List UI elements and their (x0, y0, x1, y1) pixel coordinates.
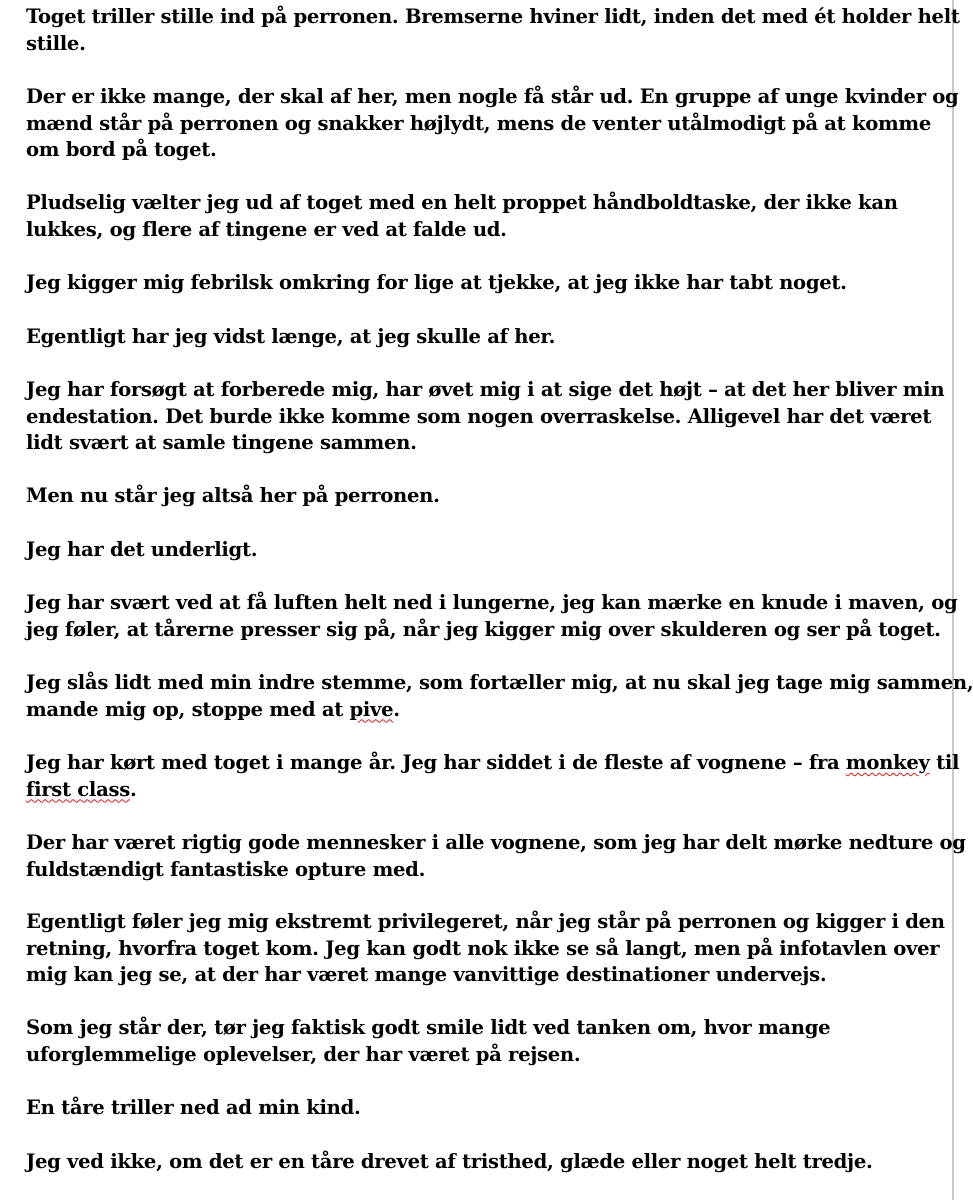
paragraph-11 (26, 750, 959, 803)
paragraph-7 (26, 483, 440, 510)
text-line (26, 750, 959, 777)
text-run: mande mig op, stoppe med at (26, 697, 350, 721)
paragraph-4 (26, 270, 847, 297)
text-line: lukkes, og flere af tingene er ved at falde ud. (26, 217, 507, 241)
text-line (26, 697, 973, 724)
text-line: Jeg ved ikke, om det er en tåre drevet af tristhed, glæde eller noget helt tredje. (26, 1150, 873, 1173)
paragraph-8 (26, 537, 257, 564)
text-line: endestation. Det burde ikke komme som nogen overraskelse. Alligevel har det været (26, 404, 932, 428)
text-run: til (929, 751, 960, 774)
paragraph-6 (26, 377, 944, 457)
text-line: retning, hvorfra toget kom. Jeg kan godt nok ikke se så langt, men på infotavlen over (26, 936, 940, 960)
text-line: Toget triller stille ind på perronen. Bremserne hviner lidt, inden det med ét holder helt (26, 5, 960, 28)
paragraph-13 (26, 909, 945, 989)
spelling-flagged-word: monkey (845, 751, 930, 774)
text-run: . (129, 777, 137, 801)
text-run: Jeg har kørt med toget i mange år. Jeg har siddet i de fleste af vognene – fra (26, 751, 846, 774)
text-line: om bord på toget. (26, 138, 217, 161)
paragraph-14 (26, 1015, 830, 1068)
paragraph-10 (26, 670, 973, 723)
spelling-flagged-word: first class (26, 777, 130, 801)
text-line: Men nu står jeg altså her på perronen. (26, 484, 440, 507)
text-line: Der har været rigtig gode mennesker i alle vognene, som jeg har delt mørke nedture og (26, 831, 966, 854)
text-line: Jeg slås lidt med min indre stemme, som fortæller mig, at nu skal jeg tage mig sammen, (26, 671, 973, 694)
text-line: Egentligt føler jeg mig ekstremt privilegeret, når jeg står på perronen og kigger i den (26, 910, 945, 933)
paragraph-15 (26, 1095, 361, 1122)
text-line: Egentligt har jeg vidst længe, at jeg skulle af her. (26, 325, 556, 348)
text-line: Jeg har det underligt. (26, 538, 258, 561)
text-line: uforglemmelige oplevelser, der har været på rejsen. (26, 1042, 581, 1066)
text-line: En tåre triller ned ad min kind. (26, 1096, 361, 1119)
paragraph-12 (26, 830, 966, 883)
text-line: Jeg har svært ved at få luften helt ned i lungerne, jeg kan mærke en knude i maven, og (26, 591, 958, 614)
text-run: . (393, 697, 400, 721)
text-line: jeg føler, at tårerne presser sig på, når jeg kigger mig over skulderen og ser på toget. (26, 617, 941, 641)
text-line: Som jeg står der, tør jeg faktisk godt smile lidt ved tanken om, hvor mange (26, 1016, 831, 1039)
paragraph-2 (26, 84, 958, 164)
text-line: Pludselig vælter jeg ud af toget med en helt proppet håndboldtaske, der ikke kan (26, 191, 898, 214)
text-line: Der er ikke mange, der skal af her, men nogle få står ud. En gruppe af unge kvinder og (26, 85, 959, 108)
paragraph-9 (26, 590, 957, 643)
text-line: lidt svært at samle tingene sammen. (26, 431, 417, 454)
text-line (26, 777, 959, 804)
text-line: Jeg har forsøgt at forberede mig, har øvet mig i at sige det højt – at det her bliver min (26, 378, 945, 401)
paragraph-3 (26, 190, 898, 243)
paragraph-1 (26, 4, 960, 57)
text-line: fuldstændigt fantastiske opture med. (26, 857, 426, 881)
paragraph-16 (26, 1149, 873, 1176)
spelling-flagged-word: pive (349, 697, 394, 721)
text-line: Jeg kigger mig febrilsk omkring for lige at tjekke, at jeg ikke har tabt noget. (26, 271, 847, 294)
text-line: mænd står på perronen og snakker højlydt, mens de venter utålmodigt på at komme (26, 111, 932, 135)
text-line: stille. (26, 31, 86, 55)
text-line: mig kan jeg se, at der har været mange vanvittige destinationer undervejs. (26, 963, 827, 986)
paragraph-5 (26, 324, 555, 351)
